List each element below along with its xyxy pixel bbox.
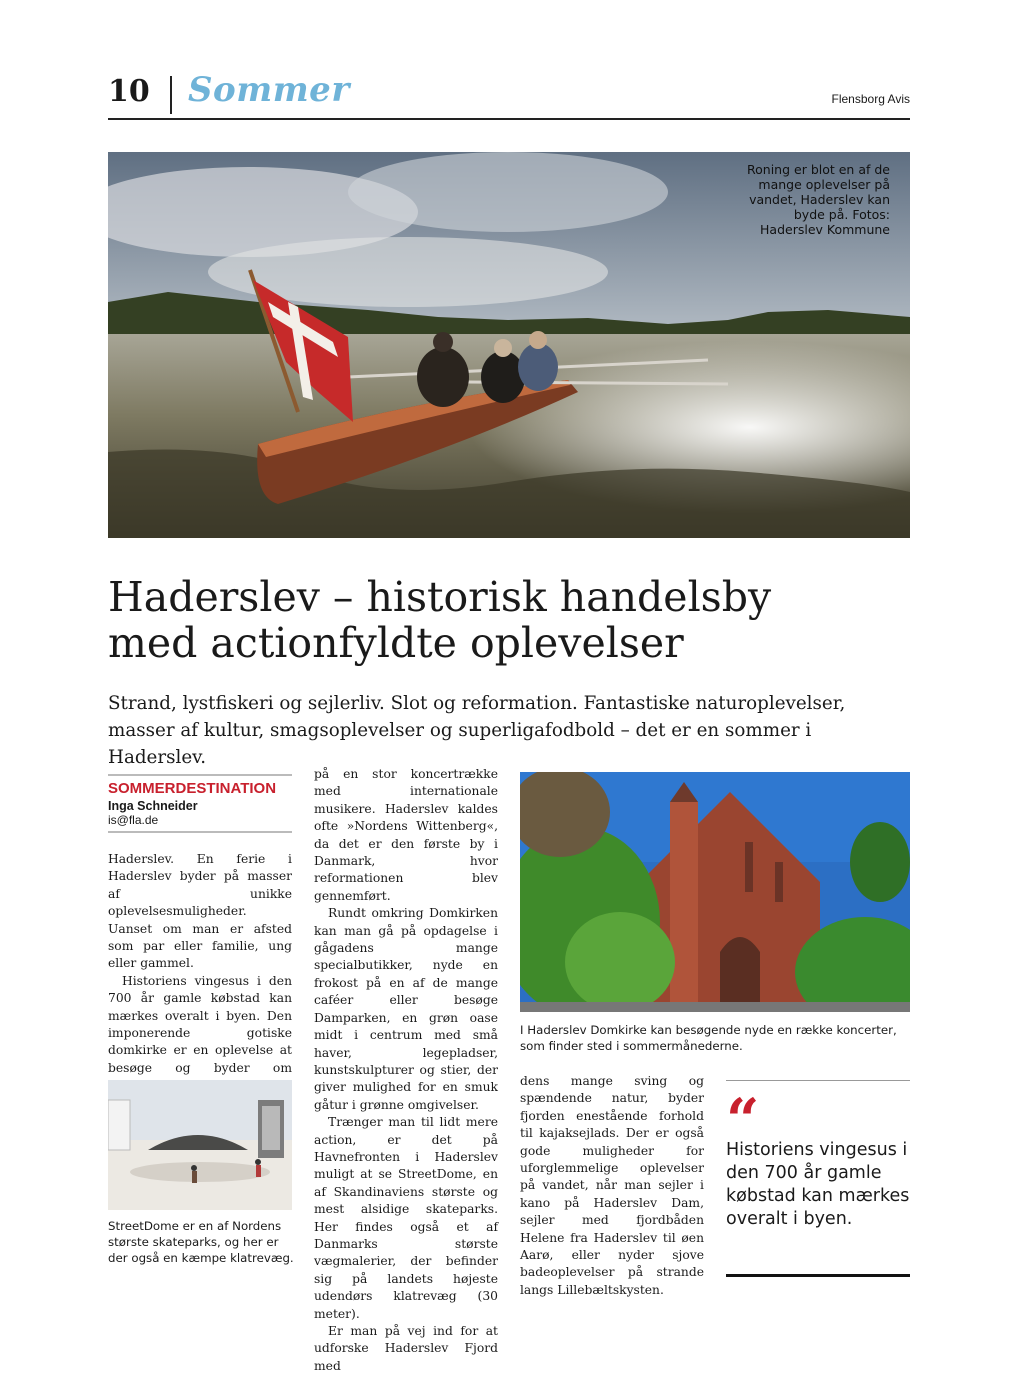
hero-caption: Roning er blot en af de mange oplevelser på vandet, Haderslev kan byde på. Fotos: Haderslev Kommune <box>747 162 890 237</box>
paragraph: Haderslev. En ferie i Haderslev byder på masser af unikke oplevelsesmuligheder. Uanset om man er afsted som par eller familie, ung eller gammel. <box>108 852 292 971</box>
page-header <box>108 70 910 120</box>
streetdome-image <box>108 1080 292 1210</box>
hero-photo <box>108 152 910 538</box>
paragraph: Er man på vej ind for at udforske Haderslev Fjord med <box>314 1324 498 1373</box>
domkirke-image <box>520 772 910 1012</box>
paragraph: Rundt omkring Domkirken kan man gå på opdagelse i gågadens mange specialbutikker, nyde en frokost på en af de mange caféer eller besøge Damparken, en grøn oase midt i centrum med små haver, legepladser, kunstskulpturer og stier, der giver mulighed for en smuk gåtur i grønne omgivelser. <box>314 906 498 1112</box>
header-divider <box>170 76 172 114</box>
article-headline <box>108 574 910 666</box>
paragraph: Historiens vingesus i den 700 år gamle købstad kan mærkes overalt i byen. Den imponerende gotiske domkirke er en oplevelse at besøge og byder om <box>108 973 292 1075</box>
skatepark-photo <box>108 1080 292 1210</box>
headline-line-1: Haderslev – historisk handelsby <box>108 573 772 621</box>
article-column-2 <box>314 766 498 1375</box>
headline-line-2: med actionfyldte oplevelser <box>108 619 684 667</box>
byline <box>108 774 292 833</box>
skatepark-caption: StreetDome er en af Nordens største skateparks, og her er der også en kæmpe klatrevæg. <box>108 1219 294 1265</box>
publication-name: Flensborg Avis <box>831 92 910 106</box>
church-caption: I Haderslev Domkirke kan besøgende nyde en række koncerter, som finder sted i sommermånederne. <box>520 1023 897 1053</box>
paragraph: dens mange sving og spændende natur, byder fjorden enestående forhold til kajaksejlads. Der er også gode muligheder for uforglemmelige oplevelser på vandet, når man sejler i kano på Haderslev Dam, sejler med fjordbåden Helene fra Haderslev til øen Aarø, eller nyder sjove badeoplevelser på strande langs Lillebæltskysten. <box>520 1074 704 1297</box>
paragraph: på en stor koncertrække med internationale musikere. Haderslev kaldes ofte »Nordens Wittenberg«, da det er den første by i Danmark, hvor reformationen blev gennemført. <box>314 767 498 903</box>
paragraph: Trænger man til lidt mere action, er det på Havnefronten i Haderslev muligt at se StreetDome, en af Skandinaviens største og mest alsidige skateparks. Her findes også et af Danmarks største vægmalerier, der befinder sig på landets højeste udendørs klatrevæg (30 meter). <box>314 1115 498 1321</box>
church-photo <box>520 772 910 1012</box>
section-title: Sommer <box>188 70 350 110</box>
pull-quote-rule <box>726 1274 910 1277</box>
pull-quote-text: Historiens vingesus i den 700 år gamle købstad kan mærkes overalt i byen. <box>726 1140 910 1229</box>
article-deck: Strand, lystfiskeri og sejlerliv. Slot og reformation. Fantastiske naturoplevelser, masser af kultur, smagsoplevelser og superligafodbold – det er en sommer i Haderslev. <box>108 693 846 768</box>
pull-quote <box>726 1080 910 1277</box>
author-name: Inga Schneider <box>108 799 198 813</box>
article-column-1 <box>108 851 292 1095</box>
quote-mark-icon: “ <box>726 1086 760 1154</box>
page-number: 10 <box>108 74 150 109</box>
article-column-3 <box>520 1073 704 1299</box>
author-email[interactable]: is@fla.de <box>108 813 159 827</box>
kicker: SOMMERDESTINATION <box>108 780 277 797</box>
